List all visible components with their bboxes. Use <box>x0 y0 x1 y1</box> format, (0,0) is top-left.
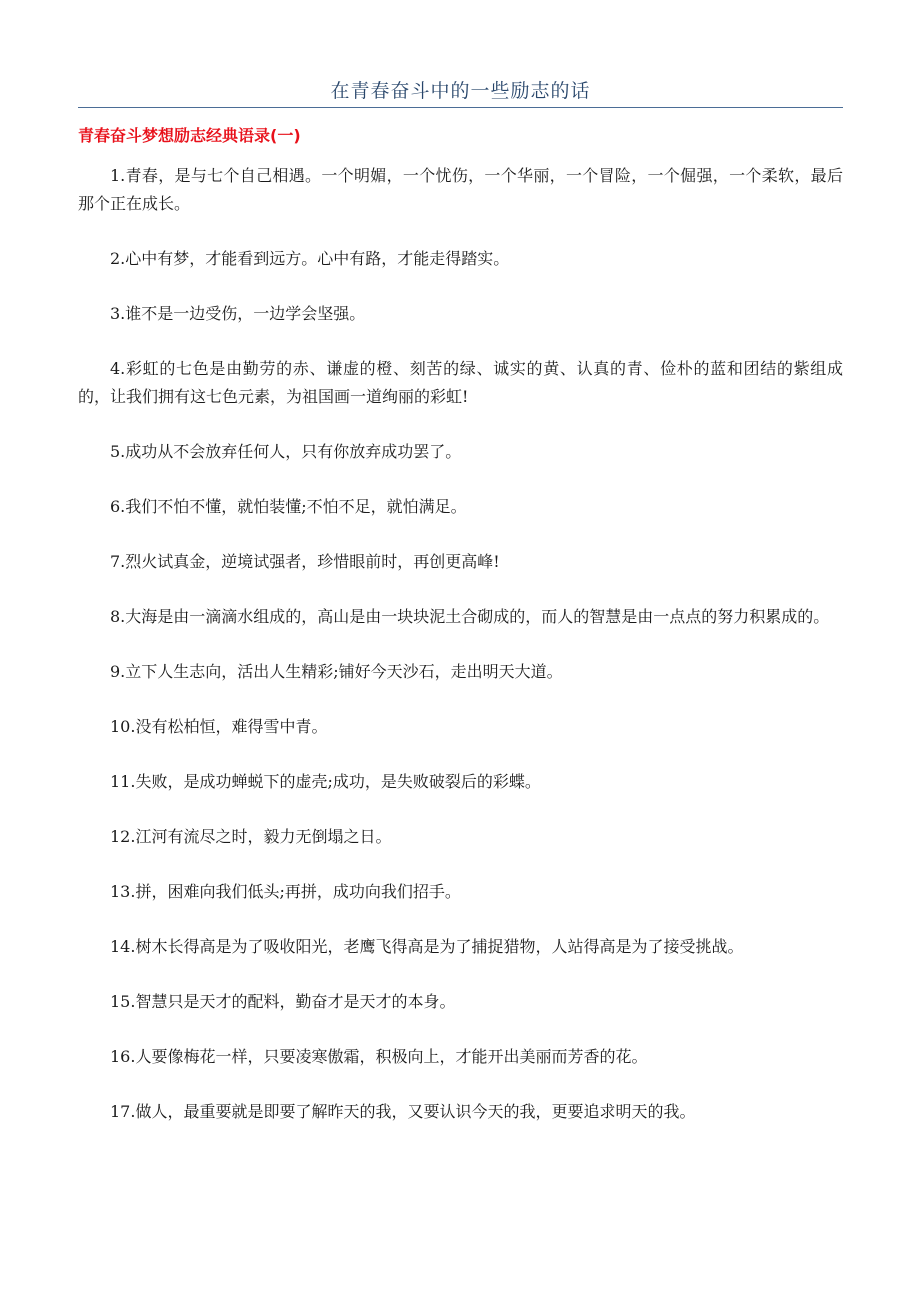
quote-item: 11.失败，是成功蝉蜕下的虚壳;成功，是失败破裂后的彩蝶。 <box>110 772 541 791</box>
quote-item: 8.大海是由一滴滴水组成的，高山是由一块块泥土合砌成的，而人的智慧是由一点点的努力积累成的。 <box>110 607 830 626</box>
document-title: 在青春奋斗中的一些励志的话 <box>330 80 591 102</box>
quote-item: 4.彩虹的七色是由勤劳的赤、谦虚的橙、刻苦的绿、诚实的黄、认真的青、俭朴的蓝和团结的紫组成的，让我们拥有这七色元素，为祖国画一道绚丽的彩虹! <box>78 359 843 406</box>
quote-item: 3.谁不是一边受伤，一边学会坚强。 <box>110 304 366 323</box>
quote-item: 9.立下人生志向，活出人生精彩;铺好今天沙石，走出明天大道。 <box>110 662 563 681</box>
quote-item: 7.烈火试真金，逆境试强者，珍惜眼前时，再创更高峰! <box>110 552 500 571</box>
quote-item: 6.我们不怕不懂，就怕装懂;不怕不足，就怕满足。 <box>110 497 467 516</box>
quote-item: 16.人要像梅花一样，只要凌寒傲霜，积极向上，才能开出美丽而芳香的花。 <box>110 1047 648 1066</box>
quote-item: 12.江河有流尽之时，毅力无倒塌之日。 <box>110 827 392 846</box>
section-heading: 青春奋斗梦想励志经典语录(一) <box>78 126 301 145</box>
quote-list <box>78 162 843 1153</box>
quote-item: 14.树木长得高是为了吸收阳光，老鹰飞得高是为了捕捉猎物，人站得高是为了接受挑战。 <box>110 937 744 956</box>
quote-item: 2.心中有梦，才能看到远方。心中有路，才能走得踏实。 <box>110 249 510 268</box>
quote-item: 13.拼，困难向我们低头;再拼，成功向我们招手。 <box>110 882 461 901</box>
quote-item: 17.做人，最重要就是即要了解昨天的我，又要认识今天的我，更要追求明天的我。 <box>110 1102 696 1121</box>
quote-item: 10.没有松柏恒，难得雪中青。 <box>110 717 328 736</box>
quote-item: 5.成功从不会放弃任何人，只有你放弃成功罢了。 <box>110 442 462 461</box>
quote-item: 15.智慧只是天才的配料，勤奋才是天才的本身。 <box>110 992 456 1011</box>
title-divider <box>78 107 843 108</box>
quote-item: 1.青春，是与七个自己相遇。一个明媚，一个忧伤，一个华丽，一个冒险，一个倔强，一个柔软，最后那个正在成长。 <box>78 166 843 213</box>
